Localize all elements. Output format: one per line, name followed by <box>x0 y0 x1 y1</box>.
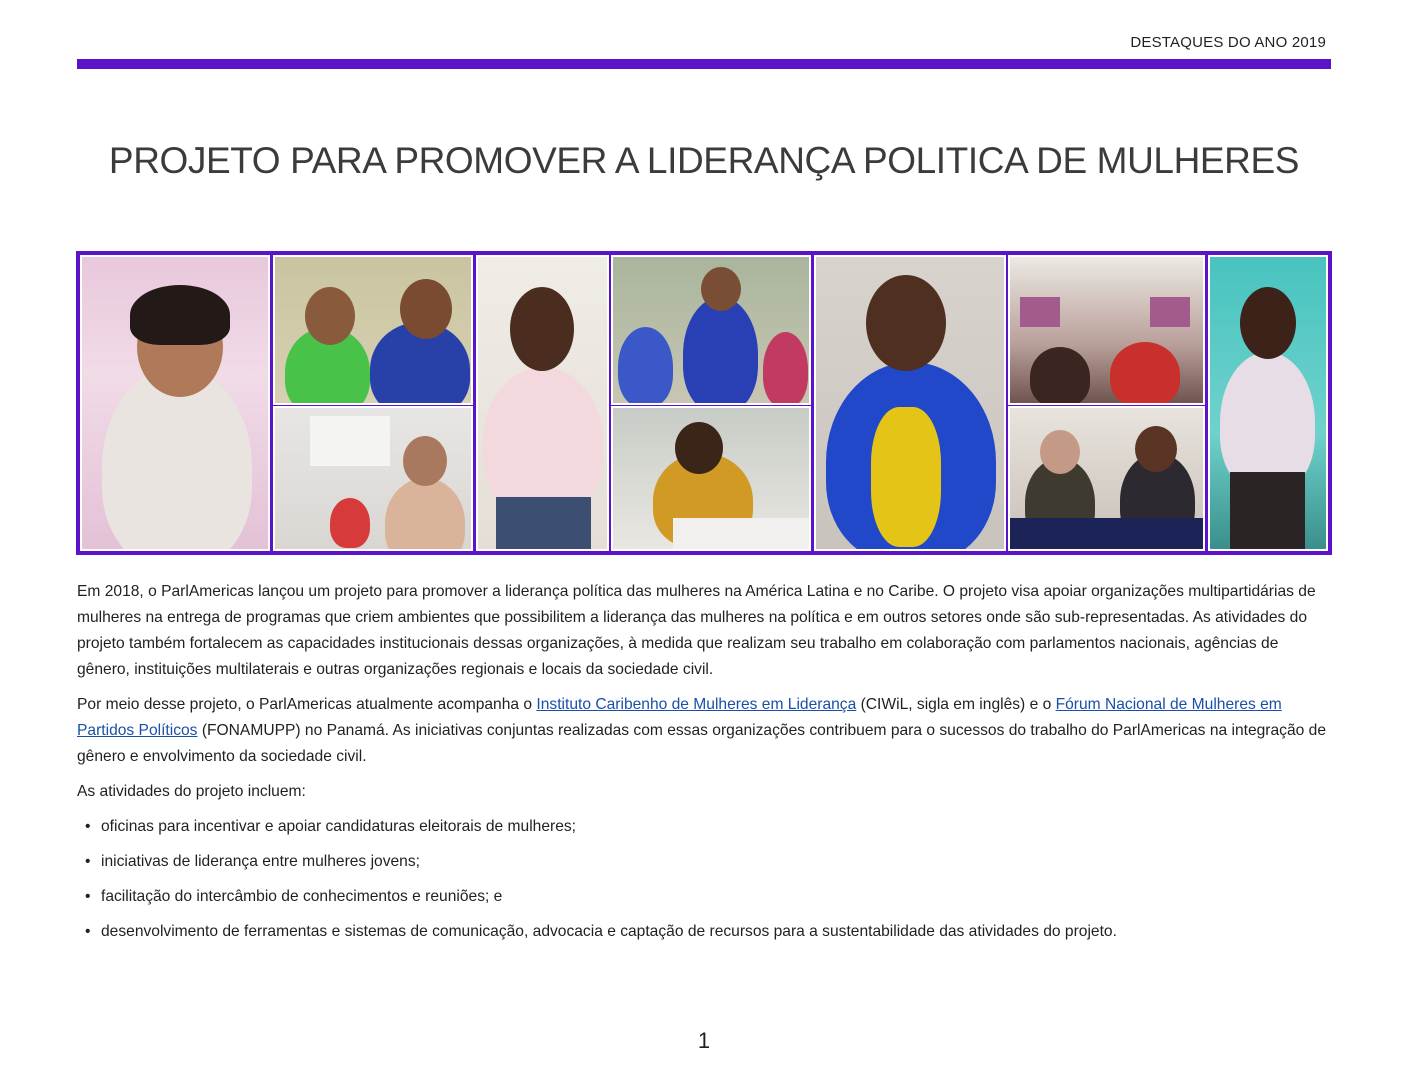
collage-photo-9 <box>1008 406 1205 551</box>
partners-paragraph: Por meio desse projeto, o ParlAmericas atualmente acompanha o Instituto Caribenho de Mulheres em Liderança (CIWiL, sigla em inglês) e o Fórum Nacional de Mulheres em Partidos Políticos (FONAMUPP) no Panamá. As iniciativas conjuntas realizadas com essas organizações contribuem para o sucessos do trabalho do ParlAmericas na integração de gênero e envolvimento da sociedade civil. <box>77 696 1326 765</box>
list-intro: As atividades do projeto incluem: <box>77 783 306 800</box>
activities-list <box>77 814 1333 945</box>
bullet-icon: • <box>85 818 91 835</box>
bullet-icon: • <box>85 853 91 870</box>
header-label: DESTAQUES DO ANO 2019 <box>1130 34 1326 51</box>
list-item: • desenvolvimento de ferramentas e sistemas de comunicação, advocacia e captação de recursos para a sustentabilidade das atividades do projeto. <box>77 919 1333 945</box>
bullet-icon: • <box>85 923 91 940</box>
body-text <box>77 579 1333 954</box>
list-item: • facilitação do intercâmbio de conhecimentos e reuniões; e <box>77 884 1333 910</box>
collage-photo-10 <box>1208 255 1328 551</box>
collage-photo-8 <box>1008 255 1205 405</box>
collage-photo-4 <box>476 255 609 551</box>
collage-photo-1 <box>80 255 270 551</box>
fonamupp-link[interactable]: Fórum Nacional de Mulheres em Partidos Políticos <box>77 696 1282 739</box>
collage-photo-7 <box>814 255 1006 551</box>
bullet-icon: • <box>85 888 91 905</box>
header-rule <box>77 59 1331 69</box>
page-number: 1 <box>697 1028 711 1053</box>
collage-photo-2 <box>273 255 473 405</box>
collage-photo-5 <box>611 255 811 405</box>
list-item: • iniciativas de liderança entre mulheres jovens; <box>77 849 1333 875</box>
ciwil-link[interactable]: Instituto Caribenho de Mulheres em Liderança <box>536 696 857 713</box>
photo-collage <box>76 251 1332 555</box>
list-item: • oficinas para incentivar e apoiar candidaturas eleitorais de mulheres; <box>77 814 1333 840</box>
collage-photo-3 <box>273 406 473 551</box>
page-title: PROJETO PARA PROMOVER A LIDERANÇA POLITICA DE MULHERES <box>108 140 1300 181</box>
intro-paragraph: Em 2018, o ParlAmericas lançou um projeto para promover a liderança política das mulheres na América Latina e no Caribe. O projeto visa apoiar organizações multipartidárias de mulheres na entrega de programas que criem ambientes que possibilitem a liderança das mulheres na política e em outros setores onde são sub-representadas. As atividades do projeto também fortalecem as capacidades institucionais dessas organizações, à medida que realizam seu trabalho em colaboração com parlamentos nacionais, agências de gênero, instituições multilaterais e outras organizações regionais e locais da sociedade civil. <box>77 583 1316 678</box>
collage-photo-6 <box>611 406 811 551</box>
